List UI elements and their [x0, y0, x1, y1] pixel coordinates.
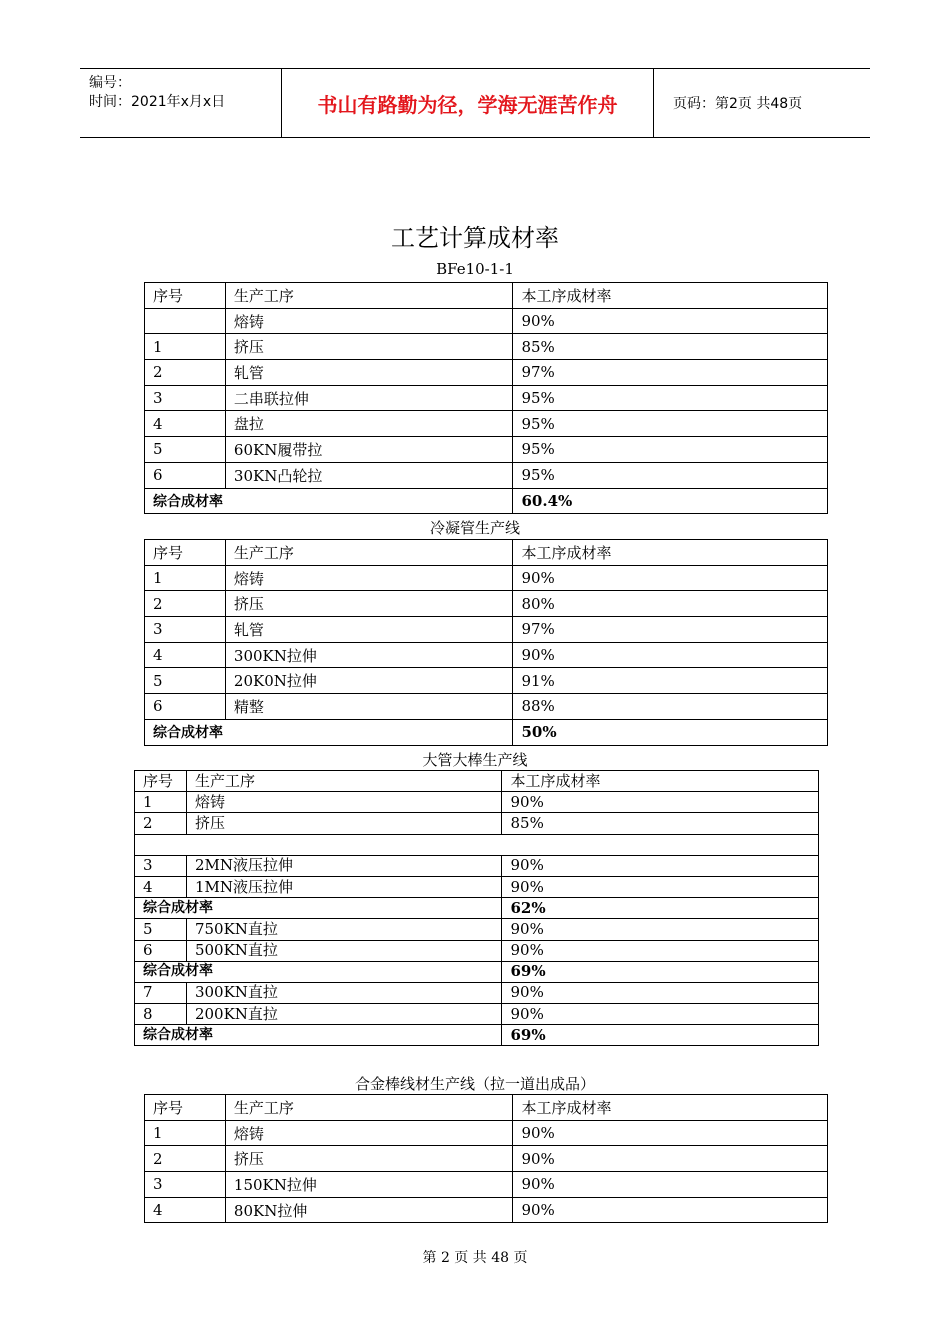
table-row — [145, 437, 828, 463]
cell-rate: 85% — [502, 813, 819, 834]
cell-index: 3 — [145, 385, 226, 411]
header-cell: 序号 — [145, 1095, 226, 1121]
table-row — [145, 1197, 828, 1223]
table-row — [145, 411, 828, 437]
cell-rate: 95% — [513, 411, 828, 437]
total-row — [135, 898, 819, 919]
total-label: 综合成材率 — [135, 961, 502, 982]
cell-rate: 80% — [513, 591, 828, 617]
cell-index: 8 — [135, 1004, 187, 1025]
table-header-row — [145, 283, 828, 309]
table-row — [135, 855, 819, 876]
table-header-row — [145, 540, 828, 566]
cell-process: 200KN直拉 — [186, 1004, 502, 1025]
table-row — [145, 462, 828, 488]
table-bfe10 — [144, 282, 828, 514]
cell-rate: 90% — [502, 792, 819, 813]
cell-rate: 90% — [502, 855, 819, 876]
cell-process: 挤压 — [225, 334, 513, 360]
table-condenser — [144, 539, 828, 746]
cell-process: 1MN液压拉伸 — [186, 876, 502, 897]
table-header-row — [145, 1095, 828, 1121]
total-row — [135, 961, 819, 982]
cell-index: 4 — [135, 876, 187, 897]
cell-rate: 90% — [513, 1146, 828, 1172]
cell-index: 3 — [135, 855, 187, 876]
table-row — [135, 919, 819, 940]
header-cell: 生产工序 — [225, 1095, 513, 1121]
header-cell: 本工序成材率 — [502, 771, 819, 792]
cell-rate: 90% — [513, 1197, 828, 1223]
cell-index: 1 — [145, 565, 226, 591]
cell-process: 熔铸 — [186, 792, 502, 813]
cell-process: 熔铸 — [225, 308, 513, 334]
total-value: 69% — [502, 1025, 819, 1046]
table3-caption: 大管大棒生产线 — [422, 751, 528, 769]
header-cell: 本工序成材率 — [513, 1095, 828, 1121]
cell-index: 5 — [145, 437, 226, 463]
table-row — [135, 876, 819, 897]
cell-rate: 95% — [513, 462, 828, 488]
table-row — [145, 668, 828, 694]
cell-rate: 90% — [502, 982, 819, 1003]
cell-rate: 95% — [513, 437, 828, 463]
cell-index: 2 — [145, 1146, 226, 1172]
cell-process: 挤压 — [225, 1146, 513, 1172]
cell-process: 150KN拉伸 — [225, 1172, 513, 1198]
cell-rate: 90% — [502, 876, 819, 897]
table-row — [145, 334, 828, 360]
cell-process: 80KN拉伸 — [225, 1197, 513, 1223]
document-title: 工艺计算成材率 — [391, 224, 559, 252]
cell-index: 1 — [145, 1120, 226, 1146]
cell-process: 挤压 — [225, 591, 513, 617]
cell-index: 4 — [145, 642, 226, 668]
cell-rate: 90% — [502, 940, 819, 961]
total-value: 60.4% — [513, 488, 828, 514]
header-motto: 书山有路勤为径，学海无涯苦作舟 — [282, 69, 654, 137]
header-info-cell — [80, 69, 282, 137]
cell-index: 3 — [145, 617, 226, 643]
header-cell: 序号 — [145, 283, 226, 309]
cell-process: 轧管 — [225, 617, 513, 643]
total-value: 69% — [502, 961, 819, 982]
cell-process: 熔铸 — [225, 565, 513, 591]
header-cell: 序号 — [145, 540, 226, 566]
cell-index — [145, 308, 226, 334]
cell-index: 7 — [135, 982, 187, 1003]
cell-process: 20K0N拉伸 — [225, 668, 513, 694]
header-cell: 生产工序 — [186, 771, 502, 792]
header-cell: 本工序成材率 — [513, 540, 828, 566]
cell-process: 挤压 — [186, 813, 502, 834]
total-row — [145, 719, 828, 745]
page-header — [80, 68, 870, 138]
table-row — [145, 642, 828, 668]
table-row — [145, 308, 828, 334]
cell-process: 熔铸 — [225, 1120, 513, 1146]
table1-caption: BFe10-1-1 — [436, 260, 514, 278]
total-label: 综合成材率 — [145, 488, 513, 514]
cell-process: 2MN液压拉伸 — [186, 855, 502, 876]
total-value: 50% — [513, 719, 828, 745]
cell-index: 6 — [135, 940, 187, 961]
table-row — [135, 1004, 819, 1025]
cell-index: 1 — [145, 334, 226, 360]
header-cell: 序号 — [135, 771, 187, 792]
header-cell: 生产工序 — [225, 283, 513, 309]
table2-caption: 冷凝管生产线 — [429, 519, 520, 537]
cell-index: 2 — [145, 360, 226, 386]
code-label: 编号： — [89, 75, 131, 91]
table-row — [145, 565, 828, 591]
empty-cell — [135, 834, 819, 855]
time-label: 时间：2021年x月x日 — [89, 94, 226, 110]
cell-index: 5 — [135, 919, 187, 940]
cell-process: 300KN直拉 — [186, 982, 502, 1003]
cell-process: 750KN直拉 — [186, 919, 502, 940]
total-row — [145, 488, 828, 514]
empty-row — [135, 834, 819, 855]
cell-index: 4 — [145, 1197, 226, 1223]
cell-process: 精整 — [225, 694, 513, 720]
cell-rate: 91% — [513, 668, 828, 694]
cell-rate: 90% — [502, 1004, 819, 1025]
cell-rate: 97% — [513, 617, 828, 643]
cell-index: 6 — [145, 462, 226, 488]
cell-index: 4 — [145, 411, 226, 437]
total-label: 综合成材率 — [135, 1025, 502, 1046]
table-row — [145, 360, 828, 386]
cell-process: 300KN拉伸 — [225, 642, 513, 668]
cell-index: 5 — [145, 668, 226, 694]
cell-rate: 90% — [513, 308, 828, 334]
cell-rate: 85% — [513, 334, 828, 360]
table-row — [135, 982, 819, 1003]
cell-process: 500KN直拉 — [186, 940, 502, 961]
cell-rate: 90% — [502, 919, 819, 940]
header-cell: 生产工序 — [225, 540, 513, 566]
total-row — [135, 1025, 819, 1046]
table-row — [135, 813, 819, 834]
table-row — [135, 940, 819, 961]
cell-process: 盘拉 — [225, 411, 513, 437]
table-row — [145, 1172, 828, 1198]
table-row — [135, 792, 819, 813]
header-page-label — [664, 69, 870, 137]
cell-rate: 88% — [513, 694, 828, 720]
table-row — [145, 1120, 828, 1146]
total-value: 62% — [502, 898, 819, 919]
page-label-text: 页码：第2页 共48页 — [673, 96, 803, 112]
cell-rate: 90% — [513, 565, 828, 591]
header-cell: 本工序成材率 — [513, 283, 828, 309]
cell-process: 轧管 — [225, 360, 513, 386]
table-row — [145, 591, 828, 617]
cell-index: 6 — [145, 694, 226, 720]
table-header-row — [135, 771, 819, 792]
table-row — [145, 385, 828, 411]
cell-index: 2 — [145, 591, 226, 617]
page-footer: 第 2 页 共 48 页 — [422, 1250, 528, 1266]
total-label: 综合成材率 — [135, 898, 502, 919]
cell-index: 2 — [135, 813, 187, 834]
table-large-tube — [134, 770, 819, 1046]
cell-rate: 90% — [513, 1120, 828, 1146]
cell-rate: 95% — [513, 385, 828, 411]
cell-process: 60KN履带拉 — [225, 437, 513, 463]
total-label: 综合成材率 — [145, 719, 513, 745]
table4-caption: 合金棒线材生产线（拉一道出成品） — [354, 1075, 595, 1093]
table-alloy-rod — [144, 1094, 828, 1223]
table-row — [145, 1146, 828, 1172]
cell-index: 3 — [145, 1172, 226, 1198]
cell-rate: 90% — [513, 1172, 828, 1198]
cell-index: 1 — [135, 792, 187, 813]
table-row — [145, 694, 828, 720]
cell-rate: 90% — [513, 642, 828, 668]
cell-process: 30KN凸轮拉 — [225, 462, 513, 488]
cell-process: 二串联拉伸 — [225, 385, 513, 411]
table-row — [145, 617, 828, 643]
cell-rate: 97% — [513, 360, 828, 386]
